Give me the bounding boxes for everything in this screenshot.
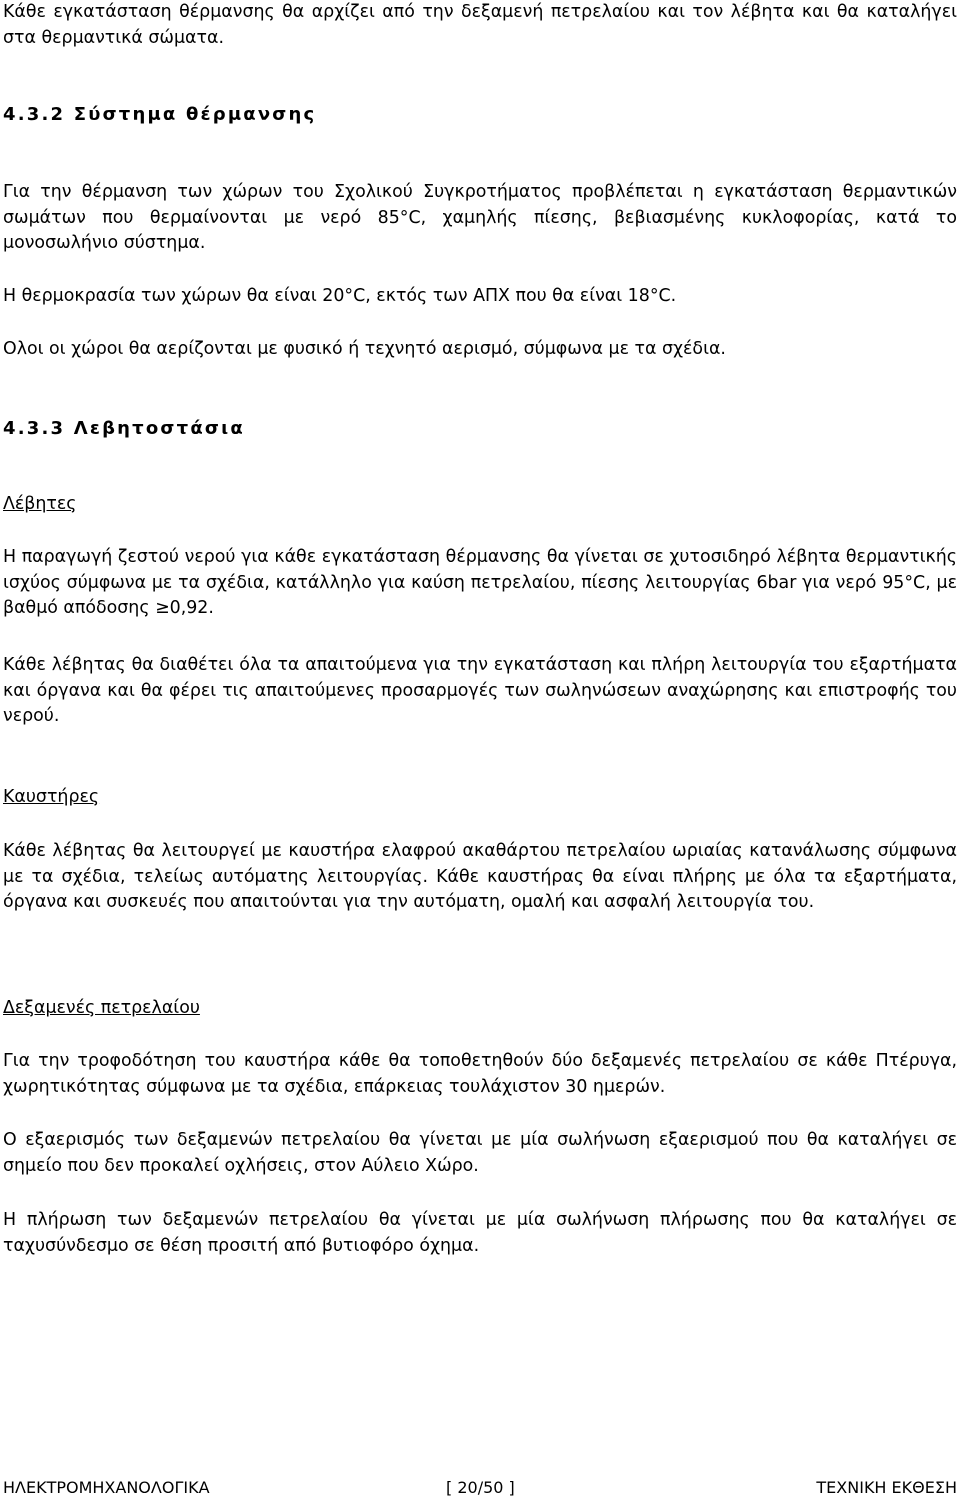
intro-paragraph: Κάθε εγκατάσταση θέρμανσης θα αρχίζει από την δεξαμενή πετρελαίου και τον λέβητα και θα καταλήγει στα θερμαντικά σώματα. [3,2,957,48]
heating-system-paragraph: Για την θέρμανση των χώρων του Σχολικού Συγκροτήματος προβλέπεται η εγκατάσταση θερμαντικών σωμάτων που θερμαίνονται με νερό 85°C, χαμηλής πίεσης, βεβιασμένης κυκλοφορίας, κατά το μονοσωλήνιο σύστημα. [3,182,957,253]
tanks-subheading: Δεξαμενές πετρελαίου [3,998,200,1018]
footer-left: ΗΛΕΚΤΡΟΜΗΧΑΝΟΛΟΓΙΚΑ [3,1478,210,1497]
boilers-paragraph-1: Η παραγωγή ζεστού νερού για κάθε εγκατάσταση θέρμανσης θα γίνεται σε χυτοσιδηρό λέβητα θερμαντικής ισχύος σύμφωνα με τα σχέδια, κατάλληλο για καύση πετρελαίου, πίεσης λειτουργίας 6bar για νερό 95°C, με βαθμό απόδοσης ≥0,92. [3,547,957,618]
temperature-paragraph: Η θερμοκρασία των χώρων θα είναι 20°C, εκτός των ΑΠΧ που θα είναι 18°C. [3,286,677,306]
tanks-paragraph-2: Ο εξαερισμός των δεξαμενών πετρελαίου θα γίνεται με μία σωλήνωση εξαερισμού που θα καταλήγει σε σημείο που δεν προκαλεί οχλήσεις, στον Αύλειο Χώρο. [3,1130,957,1176]
section-heading-4-3-3: 4.3.3 Λεβητοστάσια [3,418,245,439]
footer-right: ΤΕΧΝΙΚΗ ΕΚΘΕΣΗ [816,1478,957,1497]
burners-subheading: Καυστήρες [3,787,100,807]
boilers-paragraph-2: Κάθε λέβητας θα διαθέτει όλα τα απαιτούμενα για την εγκατάσταση και πλήρη λειτουργία του εξαρτήματα και όργανα και θα φέρει τις απαιτούμενες προσαρμογές των σωληνώσεων αναχώρησης και επιστροφής του νερού. [3,655,957,726]
section-heading-4-3-2: 4.3.2 Σύστημα θέρμανσης [3,104,317,125]
footer-page-number: [ 20/50 ] [446,1478,515,1497]
ventilation-paragraph: Ολοι οι χώροι θα αερίζονται με φυσικό ή τεχνητό αερισμό, σύμφωνα με τα σχέδια. [3,339,726,359]
burners-paragraph: Κάθε λέβητας θα λειτουργεί με καυστήρα ελαφρού ακαθάρτου πετρελαίου ωριαίας κατανάλωσης σύμφωνα με τα σχέδια, τελείως αυτόματης λειτουργίας. Κάθε καυστήρας θα είναι πλήρης με όλα τα εξαρτήματα, όργανα και συσκευές που απαιτούνται για την αυτόματη, ομαλή και ασφαλή λειτουργία του. [3,841,957,912]
tanks-paragraph-3: Η πλήρωση των δεξαμενών πετρελαίου θα γίνεται με μία σωλήνωση πλήρωσης που θα καταλήγει σε ταχυσύνδεσμο σε θέση προσιτή από βυτιοφόρο όχημα. [3,1210,957,1256]
boilers-subheading: Λέβητες [3,494,77,514]
tanks-paragraph-1: Για την τροφοδότηση του καυστήρα κάθε θα τοποθετηθούν δύο δεξαμενές πετρελαίου σε κάθε Πτέρυγα, χωρητικότητας σύμφωνα με τα σχέδια, επάρκειας τουλάχιστον 30 ημερών. [3,1051,957,1097]
